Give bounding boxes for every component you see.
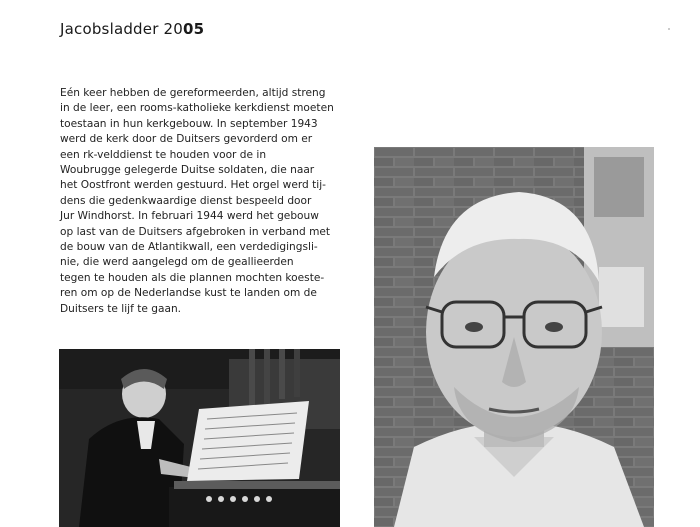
article-line: op last van de Duitsers afgebroken in verband met — [60, 225, 331, 238]
article-line: Woubrugge gelegerde Duitse soldaten, die naar — [60, 164, 315, 177]
article-line: toestaan in hun kerkgebouw. In september 1943 — [60, 117, 318, 130]
portrait-photo — [374, 147, 654, 527]
header-title-bold: 05 — [183, 20, 205, 38]
page-header — [60, 20, 204, 38]
article-text — [60, 86, 370, 317]
article-line: in de leer, een rooms-katholieke kerkdienst moeten — [60, 102, 334, 115]
header-title: Jacobsladder 20 — [60, 20, 184, 38]
article-line: werd de kerk door de Duitsers gevorderd om er — [60, 133, 313, 146]
page-edge-mark — [668, 28, 670, 30]
article-line: Jur Windhorst. In februari 1944 werd het gebouw — [60, 210, 319, 223]
article-line: de bouw van de Atlantikwall, een verdedigingsli- — [60, 241, 318, 254]
article-line: ren om op de Nederlandse kust te landen om de — [60, 287, 317, 300]
article-line: nie, die werd aangelegd om de geallieerden — [60, 256, 294, 269]
article-line: Eén keer hebben de gereformeerden, altijd streng — [60, 87, 326, 99]
article-line: het Oostfront werden gestuurd. Het orgel werd tij- — [60, 179, 326, 192]
article-line: een rk-velddienst te houden voor de in — [60, 148, 267, 161]
organ-player-photo — [59, 349, 340, 527]
article-line: dens die gedenkwaardige dienst bespeeld door — [60, 194, 312, 207]
article-line: tegen te houden als die plannen mochten koeste- — [60, 271, 325, 284]
article-line: Duitsers te lijf te gaan. — [60, 302, 182, 315]
